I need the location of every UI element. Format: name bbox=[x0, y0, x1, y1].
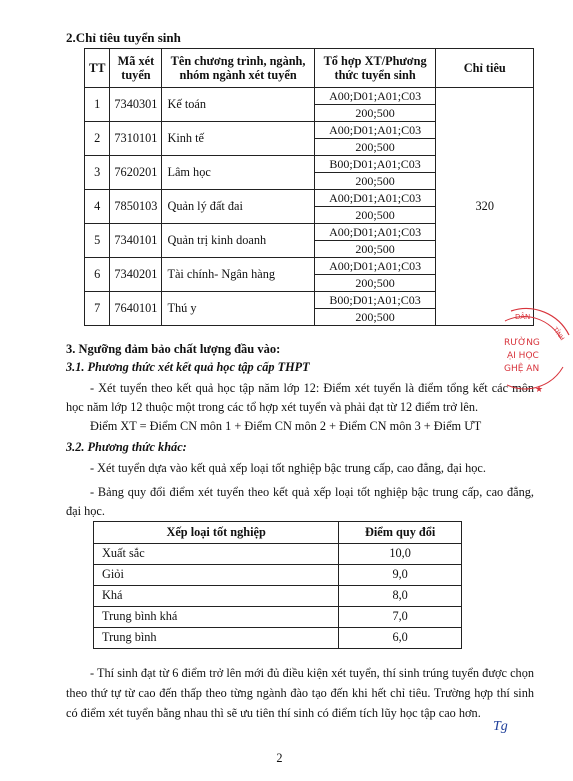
row-method: 200;500 bbox=[314, 275, 436, 292]
row-tt: 5 bbox=[85, 224, 110, 258]
row-combination: B00;D01;A01;C03 bbox=[314, 156, 436, 173]
row-code: 7620201 bbox=[110, 156, 162, 190]
row-code: 7340201 bbox=[110, 258, 162, 292]
table-row bbox=[94, 586, 462, 607]
table-row bbox=[94, 607, 462, 628]
closing-paragraph: - Thí sinh đạt từ 6 điểm trở lên mới đủ điều kiện xét tuyển, thí sinh trúng tuyển được chọn theo thứ tự từ cao đến thấp theo từng ngành đào tạo đến khi hết chỉ tiêu. Trường hợp thí sinh có điểm xét tuyển bằng nhau thì sẽ ưu tiên thí sinh có điểm tích lũy học tập cao hơn. bbox=[66, 666, 534, 720]
row-code: 7310101 bbox=[110, 122, 162, 156]
row-method: 200;500 bbox=[314, 241, 436, 258]
row-rank: Trung bình bbox=[94, 628, 339, 649]
table-row bbox=[85, 88, 534, 105]
row-combination: A00;D01;A01;C03 bbox=[314, 224, 436, 241]
table-row bbox=[94, 565, 462, 586]
row-rank: Xuất sắc bbox=[94, 544, 339, 565]
row-program-name: Thú y bbox=[162, 292, 314, 326]
row-program-name: Kế toán bbox=[162, 88, 314, 122]
row-method: 200;500 bbox=[314, 173, 436, 190]
row-score: 6,0 bbox=[339, 628, 462, 649]
row-tt: 3 bbox=[85, 156, 110, 190]
section-3-2-paragraph-2: - Bảng quy đổi điểm xét tuyển theo kết quả xếp loại tốt nghiệp bậc trung cấp, cao đẳng, đại học. bbox=[66, 485, 534, 518]
row-code: 7850103 bbox=[110, 190, 162, 224]
row-method: 200;500 bbox=[314, 207, 436, 224]
table-row bbox=[94, 628, 462, 649]
row-program-name: Quản trị kinh doanh bbox=[162, 224, 314, 258]
row-method: 200;500 bbox=[314, 105, 436, 122]
signature-initials: Tg bbox=[493, 719, 508, 734]
row-code: 7640101 bbox=[110, 292, 162, 326]
section-3-2-paragraph-1: - Xét tuyển dựa vào kết quả xếp loại tốt nghiệp bậc trung cấp, cao đẳng, đại học. bbox=[90, 461, 486, 475]
row-code: 7340301 bbox=[110, 88, 162, 122]
row-rank: Trung bình khá bbox=[94, 607, 339, 628]
formula: Điểm XT = Điểm CN môn 1 + Điểm CN môn 2 + Điểm CN môn 3 + Điểm ƯT bbox=[90, 419, 482, 433]
row-rank: Khá bbox=[94, 586, 339, 607]
header-code: Mã xét tuyển bbox=[110, 49, 162, 88]
row-program-name: Quản lý đất đai bbox=[162, 190, 314, 224]
section-3-title: 3. Ngưỡng đảm bảo chất lượng đầu vào: bbox=[66, 342, 281, 356]
row-rank: Giỏi bbox=[94, 565, 339, 586]
enrollment-quota-table bbox=[84, 48, 534, 326]
header-quota: Chỉ tiêu bbox=[436, 49, 534, 88]
row-tt: 2 bbox=[85, 122, 110, 156]
row-combination: A00;D01;A01;C03 bbox=[314, 190, 436, 207]
page-number: 2 bbox=[276, 751, 283, 765]
row-tt: 7 bbox=[85, 292, 110, 326]
section-2-title: 2.Chỉ tiêu tuyển sinh bbox=[66, 30, 181, 45]
row-method: 200;500 bbox=[314, 139, 436, 156]
row-score: 7,0 bbox=[339, 607, 462, 628]
stamp-text-3: RƯỜNG bbox=[504, 338, 540, 348]
header-combination: Tổ hợp XT/Phương thức tuyển sinh bbox=[314, 49, 436, 88]
section-3-1-paragraph: - Xét tuyển theo kết quả học tập năm lớp 12: Điểm xét tuyển là điểm tổng kết các môn học năm lớp 12 thuộc một trong các tổ hợp xét tuyển và phải đạt từ 12 điểm trở lên. bbox=[66, 381, 534, 414]
row-combination: A00;D01;A01;C03 bbox=[314, 258, 436, 275]
official-stamp bbox=[503, 305, 573, 397]
row-score: 10,0 bbox=[339, 544, 462, 565]
row-program-name: Tài chính- Ngân hàng bbox=[162, 258, 314, 292]
row-tt: 6 bbox=[85, 258, 110, 292]
row-tt: 4 bbox=[85, 190, 110, 224]
stamp-text-5: GHỆ AN bbox=[504, 364, 540, 374]
header-score: Điểm quy đổi bbox=[339, 522, 462, 544]
row-combination: A00;D01;A01;C03 bbox=[314, 88, 436, 105]
section-3-1-title: 3.1. Phương thức xét kết quả học tập cấp THPT bbox=[66, 360, 310, 374]
header-rank: Xếp loại tốt nghiệp bbox=[94, 522, 339, 544]
score-conversion-table bbox=[93, 521, 462, 649]
row-score: 8,0 bbox=[339, 586, 462, 607]
stamp-star-icon: ★ bbox=[535, 385, 544, 395]
row-score: 9,0 bbox=[339, 565, 462, 586]
section-3-2-title: 3.2. Phương thức khác: bbox=[66, 440, 187, 454]
quota-value: 320 bbox=[436, 88, 534, 326]
row-code: 7340101 bbox=[110, 224, 162, 258]
row-program-name: Kinh tế bbox=[162, 122, 314, 156]
row-program-name: Lâm học bbox=[162, 156, 314, 190]
header-tt: TT bbox=[85, 49, 110, 88]
header-program-name: Tên chương trình, ngành, nhóm ngành xét tuyển bbox=[162, 49, 314, 88]
row-tt: 1 bbox=[85, 88, 110, 122]
stamp-text-2: TỈNH bbox=[551, 326, 566, 342]
stamp-text-1: DÂN bbox=[515, 313, 531, 321]
stamp-text-4: ẠI HỌC bbox=[507, 351, 539, 361]
table-row bbox=[94, 544, 462, 565]
row-method: 200;500 bbox=[314, 309, 436, 326]
row-combination: A00;D01;A01;C03 bbox=[314, 122, 436, 139]
row-combination: B00;D01;A01;C03 bbox=[314, 292, 436, 309]
